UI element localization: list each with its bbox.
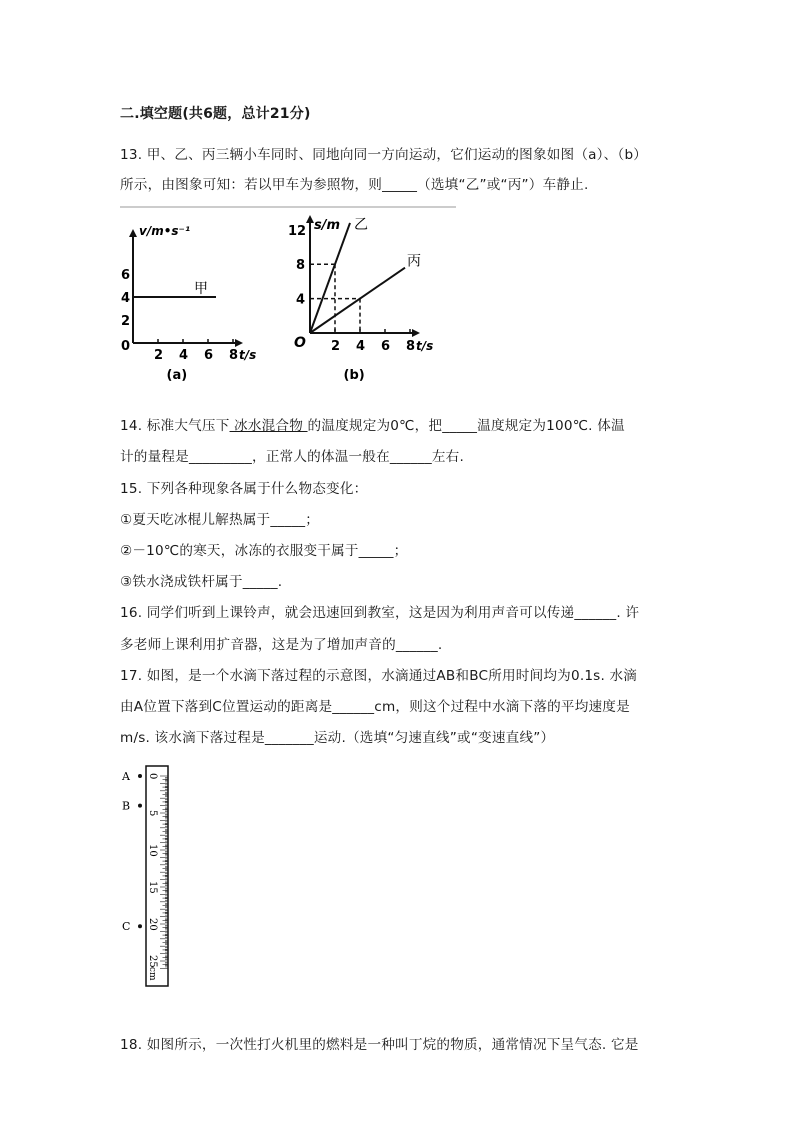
ruler-label: 15 — [147, 881, 158, 894]
b-origin-label: O — [294, 335, 306, 351]
b-series-yi-line — [310, 223, 350, 333]
b-caption: (b) — [343, 368, 365, 383]
a-y-tick-label: 4 — [121, 291, 131, 306]
chart-b — [288, 215, 433, 383]
b-y-label: s/m — [314, 218, 341, 233]
a-x-tick-label: 6 — [204, 348, 214, 363]
a-origin-label: 0 — [121, 339, 131, 354]
ruler — [121, 766, 168, 986]
b-series-bing-label: 丙 — [407, 253, 421, 270]
ruler-figure — [118, 760, 188, 996]
q15-item2: ②－10℃的寒天，冰冻的衣服变干属于_____； — [120, 543, 408, 559]
point-a-dot — [138, 774, 142, 778]
ruler-label: 25 — [147, 955, 158, 968]
q14-text-a: 14. 标准大气压下 — [120, 418, 230, 434]
b-x-tick-label: 4 — [356, 339, 366, 354]
q17-line2: 由A位置下落到C位置运动的距离是______cm，则这个过程中水滴下落的平均速度是 — [120, 699, 630, 715]
chart-a — [121, 224, 256, 383]
q15-item3: ③铁水浇成铁杆属于_____. — [120, 574, 283, 590]
figure-13-svg — [118, 203, 458, 388]
q15-item1: ①夏天吃冰棍儿解热属于_____； — [120, 512, 320, 528]
a-y-tick-label: 6 — [121, 268, 131, 283]
b-x-tick-label: 2 — [331, 339, 341, 354]
ruler-label: 5 — [147, 810, 158, 817]
b-y-arrow — [306, 215, 314, 223]
b-y-tick-label: 12 — [288, 223, 307, 239]
point-b-label: B — [122, 799, 131, 813]
q14-underlined: 冰水混合物 — [229, 418, 308, 434]
a-y-tick-label: 2 — [121, 314, 131, 329]
b-x-tick-label: 8 — [406, 339, 416, 354]
point-c-label: C — [122, 920, 131, 934]
figure-13 — [118, 203, 458, 392]
q14-line2: 计的量程是_________，正常人的体温一般在______左右. — [120, 449, 464, 465]
a-x-tick-label: 2 — [154, 348, 164, 363]
b-series-bing-line — [310, 268, 405, 333]
q17-line3: m/s. 该水滴下落过程是_______运动.（选填“匀速直线”或“变速直线”） — [120, 730, 555, 746]
b-series-yi-label: 乙 — [354, 216, 368, 233]
q13-line2: 所示，由图象可知：若以甲车为参照物，则_____（选填“乙”或“丙”）车静止. — [120, 177, 589, 193]
q13-line1: 13. 甲、乙、丙三辆小车同时、同地向同一方向运动，它们运动的图象如图（a）、（b） — [120, 147, 648, 163]
ruler-label: 20 — [147, 918, 158, 931]
ruler-label: 10 — [147, 844, 158, 857]
a-x-label: t/s — [239, 348, 257, 362]
a-x-tick-label: 8 — [229, 348, 239, 363]
ruler-unit: cm — [147, 966, 157, 981]
q16-line2: 多老师上课利用扩音器，这是为了增加声音的______. — [120, 637, 443, 653]
section-title: 二.填空题(共6题，总计21分) — [120, 106, 311, 122]
a-y-arrow — [129, 229, 137, 237]
b-y-tick-label: 4 — [296, 292, 306, 308]
b-x-label: t/s — [416, 339, 434, 353]
b-x-arrow — [412, 329, 420, 337]
ruler-label: 0 — [147, 773, 158, 780]
point-c-dot — [138, 924, 142, 928]
b-x-tick-label: 6 — [381, 339, 391, 354]
q18-line1: 18. 如图所示，一次性打火机里的燃料是一种叫丁烷的物质，通常情况下呈气态. 它是 — [120, 1037, 639, 1053]
q15-stem: 15. 下列各种现象各属于什么物态变化： — [120, 481, 368, 497]
ruler-svg — [118, 760, 188, 992]
b-y-tick-label: 8 — [296, 258, 306, 274]
q14-line1 — [120, 414, 625, 434]
point-a-label: A — [122, 770, 130, 783]
a-series-label: 甲 — [194, 281, 208, 297]
a-caption: (a) — [166, 368, 188, 383]
point-b-dot — [138, 804, 142, 808]
q14-text-b: 的温度规定为0℃，把_____温度规定为100℃. 体温 — [307, 418, 625, 434]
q17-line1: 17. 如图，是一个水滴下落过程的示意图，水滴通过AB和BC所用时间均为0.1s. 水滴 — [120, 668, 638, 684]
a-y-label: v/m•s⁻¹ — [139, 224, 191, 238]
q16-line1: 16. 同学们听到上课铃声，就会迅速回到教室，这是因为利用声音可以传递______. 许 — [120, 605, 640, 621]
a-x-arrow — [235, 339, 243, 347]
a-x-tick-label: 4 — [179, 348, 189, 363]
